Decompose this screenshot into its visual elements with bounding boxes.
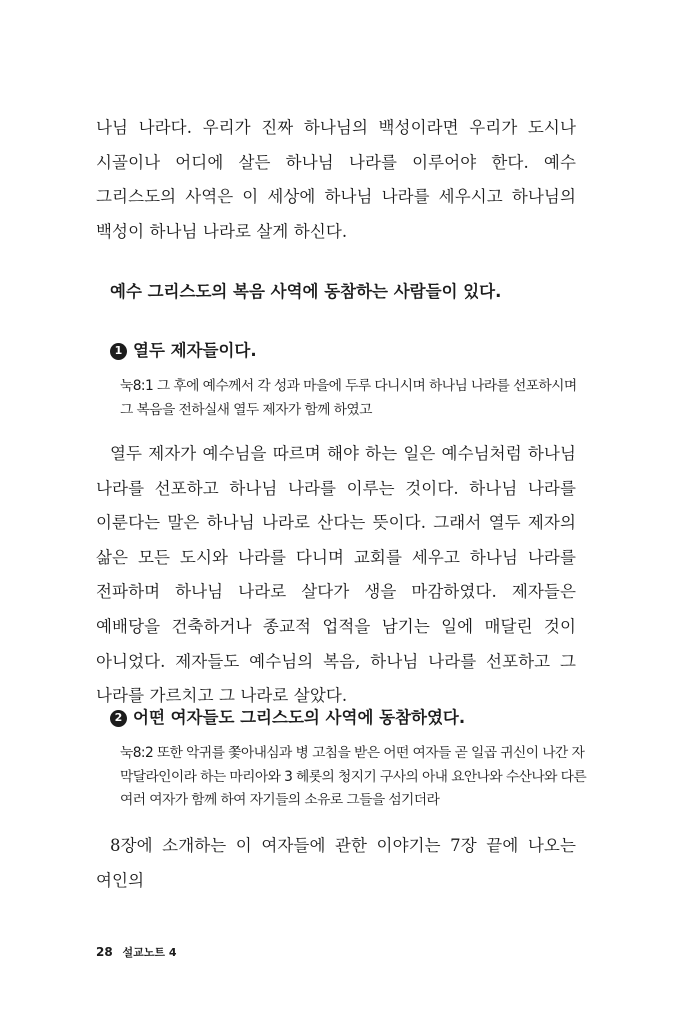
subheading-1 bbox=[110, 338, 580, 364]
scripture-quote-2: 눅8:2 또한 악귀를 쫓아내심과 병 고침을 받은 어떤 여자들 곧 일곱 귀신이 나간 자 막달라인이라 하는 마리아와 3 헤롯의 청지기 구사의 아내 요안나와 수산나와 다른 여러 여자가 함께 하여 자기들의 소유로 그들을 섬기더라 bbox=[120, 745, 587, 808]
section-heading: 예수 그리스도의 복음 사역에 동참하는 사람들이 있다. bbox=[110, 282, 502, 301]
subheading-2-title: 어떤 여자들도 그리스도의 사역에 동참하였다. bbox=[133, 708, 466, 727]
page-number: 28 bbox=[96, 945, 113, 959]
subheading-1-title: 열두 제자들이다. bbox=[133, 341, 257, 360]
paragraph-intro: 나님 나라다. 우리가 진짜 하나님의 백성이라면 우리가 도시나 시골이나 어디에 살든 하나님 나라를 이루어야 한다. 예수 그리스도의 사역은 이 세상에 하나님 나라를 세우시고 하나님의 백성이 하나님 나라로 살게 하신다. bbox=[96, 118, 576, 241]
page-footer bbox=[96, 944, 177, 960]
number-badge-1: 1 bbox=[110, 343, 127, 360]
number-badge-2: 2 bbox=[110, 710, 127, 727]
paragraph-section-2: 8장에 소개하는 이 여자들에 관한 이야기는 7장 끝에 나오는 여인의 bbox=[96, 836, 576, 890]
book-title: 설교노트 4 bbox=[122, 946, 177, 959]
scripture-quote-1: 눅8:1 그 후에 예수께서 각 성과 마을에 두루 다니시며 하나님 나라를 선포하시며 그 복음을 전하실새 열두 제자가 함께 하였고 bbox=[120, 378, 577, 418]
subheading-2 bbox=[110, 705, 580, 731]
paragraph-section-1: 열두 제자가 예수님을 따르며 해야 하는 일은 예수님처럼 하나님 나라를 선포하고 하나님 나라를 이루는 것이다. 하나님 나라를 이룬다는 말은 하나님 나라로 산다는 뜻이다. 그래서 열두 제자의 삶은 모든 도시와 나라를 다니며 교회를 세우고 하나님 나라를 전파하며 하나님 나라로 살다가 생을 마감하였다. 제자들은 예배당을 건축하거나 종교적 업적을 남기는 일에 매달린 것이 아니었다. 제자들도 예수님의 복음, 하나님 나라를 선포하고 그 나라를 가르치고 그 나라로 살았다. bbox=[96, 444, 576, 706]
